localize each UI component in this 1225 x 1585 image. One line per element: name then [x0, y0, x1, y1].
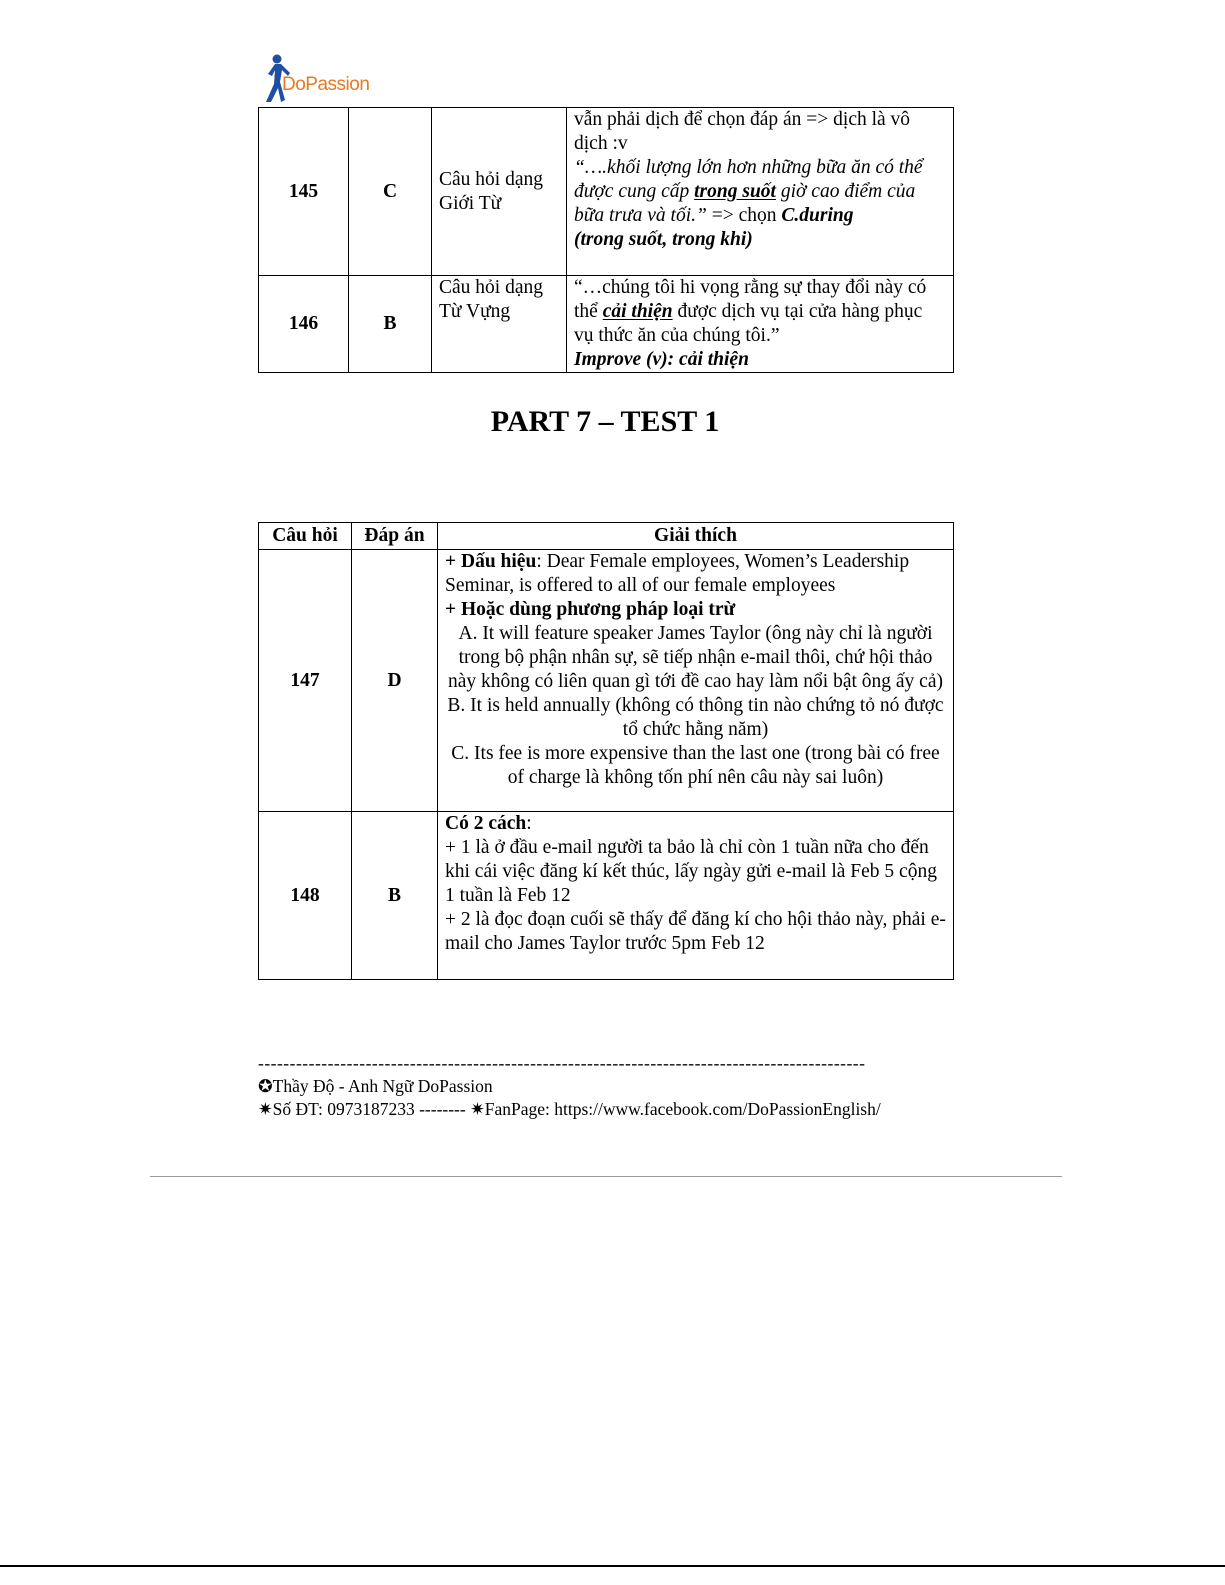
page-bottom-edge [0, 1565, 1225, 1567]
answer-letter: B [352, 812, 438, 980]
footer-divider: ------------------------------------------------------------------------------------------------ [258, 1053, 866, 1073]
explanation [567, 276, 954, 373]
question-number: 148 [259, 812, 352, 980]
explanation-vocab: Improve (v): cải thiện [574, 349, 749, 370]
answer-table-part7 [258, 522, 954, 980]
logo-text: DoPassion [282, 74, 370, 95]
explanation-quote: “…chúng tôi hi vọng rằng sự thay đổi này có thể cải thiện được dịch vụ tại cửa hàng phục vụ thức ăn của chúng tôi.” [574, 277, 927, 346]
table-row [259, 108, 954, 276]
table-row [259, 276, 954, 373]
explanation [438, 812, 954, 980]
explanation-signal: + Dấu hiệu: Dear Female employees, Women’s Leadership Seminar, is offered to all of our female employees [445, 551, 910, 596]
explanation-method: + Hoặc dùng phương pháp loại trừ [445, 599, 736, 620]
header-answer: Đáp án [352, 523, 438, 550]
explanation-meaning: (trong suốt, trong khi) [574, 229, 753, 250]
question-number: 146 [259, 276, 349, 373]
answer-letter: B [349, 276, 432, 373]
dopassion-logo [262, 52, 370, 104]
table-row [259, 550, 954, 812]
table-row [259, 812, 954, 980]
explanation-heading: Có 2 cách: [445, 813, 532, 834]
header-explanation: Giải thích [438, 523, 954, 550]
answer-table-part6 [258, 107, 954, 373]
explanation [438, 550, 954, 812]
answer-letter: C [349, 108, 432, 276]
explanation-line: vẫn phải dịch để chọn đáp án => dịch là vô dịch :v [574, 109, 911, 154]
footer-teacher: ✪Thầy Độ - Anh Ngữ DoPassion [258, 1076, 493, 1096]
section-title: PART 7 – TEST 1 [490, 405, 720, 438]
option-b-explanation: B. It is held annually (không có thông tin nào chứng tỏ nó được tổ chức hằng năm) [447, 695, 944, 740]
explanation-way-2: + 2 là đọc đoạn cuối sẽ thấy để đăng kí cho hội thảo này, phải e-mail cho James Taylor trước 5pm Feb 12 [445, 909, 946, 954]
explanation [567, 108, 954, 276]
answer-letter: D [352, 550, 438, 812]
question-type: Câu hỏi dạng Giới Từ [432, 108, 567, 276]
option-a-explanation: A. It will feature speaker James Taylor (ông này chỉ là người trong bộ phận nhân sự, sẽ tiếp nhận e-mail thôi, chứ hội thảo này không có liên quan gì tới đề cao hay làm nổi bật ông ấy cả) [448, 623, 943, 692]
question-number: 145 [259, 108, 349, 276]
table-header-row [259, 523, 954, 550]
explanation-quote: “….khối lượng lớn hơn những bữa ăn có thể được cung cấp trong suốt giờ cao điểm của bữa trưa và tối.” => chọn C.during [574, 157, 923, 226]
page-separator [150, 1176, 1062, 1177]
explanation-way-1: + 1 là ở đầu e-mail người ta bảo là chỉ còn 1 tuần nữa cho đến khi cái việc đăng kí kết thúc, lấy ngày gửi e-mail là Feb 5 cộng 1 tuần là Feb 12 [445, 837, 937, 906]
page-footer [258, 1052, 958, 1121]
header-question: Câu hỏi [259, 523, 352, 550]
question-number: 147 [259, 550, 352, 812]
footer-contact: ✷Số ĐT: 0973187233 -------- ✷FanPage: https://www.facebook.com/DoPassionEnglish/ [258, 1099, 881, 1119]
question-type: Câu hỏi dạng Từ Vựng [432, 276, 567, 373]
option-c-explanation: C. Its fee is more expensive than the last one (trong bài có free of charge là không tốn phí nên câu này sai luôn) [451, 743, 940, 788]
